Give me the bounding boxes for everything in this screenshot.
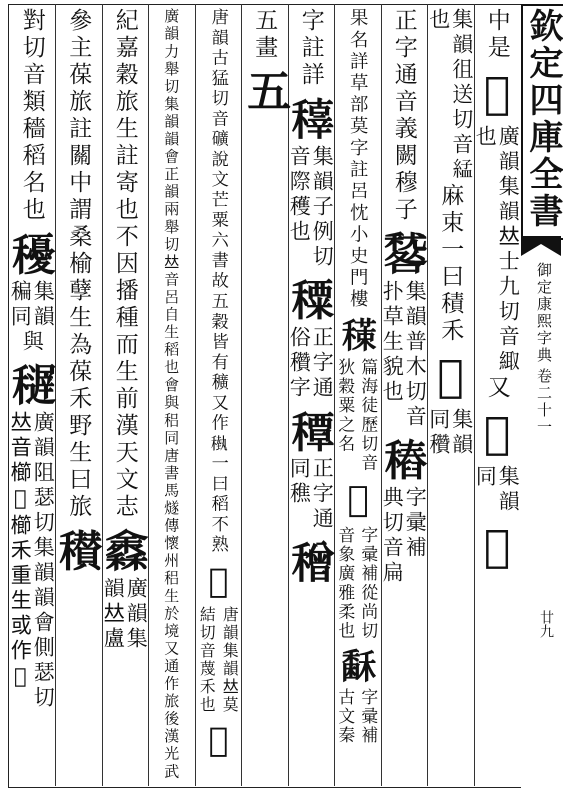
page-number-block — [538, 610, 553, 642]
annotation-right: 集韻 — [496, 465, 521, 515]
annotation-left: 𠀤音櫛𥟴櫛禾重生或作𥤌 — [8, 411, 33, 692]
annotation-right: 字彚補 — [358, 688, 379, 746]
annotation-pair — [288, 145, 333, 270]
headword: 𥢍 — [285, 95, 337, 139]
body-text: 五穀皆有穬又作𥡩一曰稻不熟 — [207, 291, 228, 555]
headword: 𥢖 — [337, 646, 379, 683]
headword: 五 — [239, 68, 291, 112]
headword: 𥣯 — [6, 230, 58, 274]
headword: 𥢏 — [285, 407, 337, 451]
book-title-box — [521, 4, 563, 240]
text-column — [53, 8, 105, 784]
annotation-left: 結切音蔑禾也 — [197, 605, 217, 714]
body-text: 紀嘉穀旅生註寄也不因播種而生前漢天文志 — [111, 8, 138, 521]
annotation-right: 廣韻阻瑟切集韻韻會側瑟切 — [31, 411, 56, 711]
body-text: 對切音類 — [18, 8, 45, 116]
annotation-pair — [474, 125, 519, 375]
headword: 𥢦 — [471, 521, 523, 572]
annotation-right: 唐韻集韻𠀤莫 — [220, 605, 240, 714]
annotation-pair — [335, 526, 380, 641]
body-text: 呂忱小史門樓 — [347, 180, 369, 311]
headword: 𥡟 — [378, 436, 430, 480]
annotation-pair — [288, 457, 333, 532]
side-title: 御定康熙字典 — [535, 262, 553, 364]
annotation-left: 狄穀粟之名 — [335, 357, 356, 454]
margin-header — [536, 262, 563, 440]
body-text: 中是 — [483, 8, 510, 62]
annotation-right: 廣韻集韻𠀤士九切音緅 — [496, 125, 521, 375]
annotation-left: 稨同 — [8, 280, 33, 330]
annotation-right: 廣韻集 — [124, 577, 149, 652]
body-text: 字註詳 — [297, 8, 324, 89]
annotation-pair — [9, 411, 54, 711]
headword: 𥢕 — [285, 276, 337, 320]
body-text: 正字通音義闕穆子 — [390, 8, 417, 224]
annotation-pair — [20, 330, 43, 355]
body-text: 五畫 — [251, 8, 278, 62]
text-column — [148, 8, 195, 784]
headword: 𥟅 — [471, 68, 523, 119]
annotation-left: 也 — [426, 8, 451, 33]
annotation-left: 音象廣雅柔也 — [335, 525, 356, 641]
body-text: 廣韻力舉切集韻韻會正韻兩舉切𠀤音呂自生稻也 — [162, 8, 181, 377]
annotation-right: 集韻普木切音 — [403, 280, 428, 430]
annotation-right: 正字通 — [310, 457, 335, 532]
page-number: 廿九 — [538, 610, 554, 638]
annotation-left: 俗穳字 — [287, 326, 312, 401]
annotation-pair — [381, 486, 426, 586]
headword: 𥣎 — [199, 719, 238, 759]
body-text: 參主葆旅註關中謂桑榆孽生為葆禾野生曰旅 — [65, 8, 92, 521]
fish-tail-mark — [521, 236, 561, 256]
headword: 𥡳 — [471, 408, 523, 459]
annotation-left: 古文秦 — [335, 688, 356, 746]
annotation-right: 字彚補 — [403, 486, 428, 561]
annotation-pair — [9, 280, 54, 330]
annotation-right: 正字通 — [310, 326, 335, 401]
book-title: 欽定四庫全書 — [523, 8, 563, 230]
annotation-right: 集韻 — [31, 280, 56, 330]
annotation-pair — [195, 606, 240, 714]
annotation-right: 字彚補從尚切 — [358, 525, 379, 641]
body-text: 唐韻古猛切音礦說文芒粟六書故 — [207, 8, 228, 292]
annotation-pair — [335, 688, 380, 746]
annotation-left: 也 — [473, 125, 498, 150]
text-column — [195, 8, 242, 784]
body-text: 穡稻名也 — [18, 116, 45, 224]
headword: 𥡸 — [337, 478, 379, 520]
annotation-pair — [381, 280, 426, 430]
headword: 𥣠 — [99, 527, 151, 571]
text-column — [99, 8, 151, 784]
headword: 𥢤 — [425, 351, 477, 402]
annotation-right: 集韻子例切 — [310, 145, 335, 270]
headword: 𥢥 — [285, 538, 337, 582]
annotation-pair — [428, 408, 473, 458]
annotation-left: 扑草生貌也 — [380, 280, 405, 405]
annotation-pair — [428, 8, 473, 183]
text-column — [239, 8, 291, 784]
annotation-pair — [474, 465, 519, 515]
annotation-left: 同穳 — [426, 408, 451, 458]
annotation-pair — [288, 326, 333, 401]
headword: 𥢇 — [337, 316, 379, 352]
annotation-left: 韻𠀤盧 — [101, 577, 126, 652]
text-column — [425, 8, 477, 784]
text-column — [285, 8, 337, 784]
annotation-left: 同穛 — [287, 457, 312, 507]
annotation-pair — [102, 577, 147, 652]
annotation-right: 篇海徒歷切音 — [358, 357, 379, 473]
text-column — [6, 8, 58, 784]
annotation-right: 集韻 — [449, 408, 474, 458]
text-column — [471, 8, 523, 784]
headword: 𥢗 — [199, 560, 238, 600]
annotation-pair — [335, 358, 380, 473]
annotation-left: 典切音扁 — [380, 486, 405, 586]
headword: 𥣦 — [6, 361, 58, 405]
body-text: 又 — [483, 375, 510, 402]
body-text: 會與稆同唐書馬燧傳懷州稆生於境又通作旅後漢光武 — [162, 376, 181, 781]
headword: 𥣪 — [53, 527, 105, 571]
body-text: 麻束一曰積禾 — [437, 183, 464, 345]
annotation-left: 音際穫也 — [287, 145, 312, 245]
annotation-left: 同 — [473, 465, 498, 490]
text-column — [334, 8, 381, 784]
volume-label: 卷二十一 — [535, 368, 553, 436]
text-column — [378, 8, 430, 784]
body-text: 果名詳草部莫字註 — [347, 8, 369, 181]
annotation-right: 集韻徂送切音𦁧 — [449, 8, 474, 183]
headword: 𥢑 — [378, 230, 430, 274]
annotation-right: 與 — [20, 330, 45, 355]
